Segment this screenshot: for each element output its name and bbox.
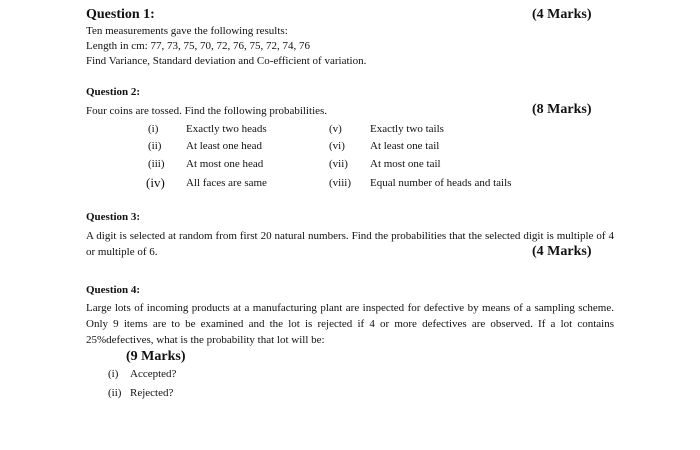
- q2-item-num: (iii): [148, 158, 165, 170]
- question-1-line-1: Ten measurements gave the following results:: [86, 25, 288, 37]
- q4-part-num: (ii): [108, 387, 122, 399]
- question-3-marks: (4 Marks): [532, 244, 592, 259]
- q2-item-num: (v): [329, 123, 342, 135]
- question-1-line-2: Length in cm: 77, 73, 75, 70, 72, 76, 75, 72, 74, 76: [86, 40, 310, 52]
- question-4-text: Large lots of incoming products at a manufacturing plant are inspected for defective by means of a sampling scheme. Only 9 items are to be examined and the lot is rejected if 4 or more defectives are observed. If a lot contains 25%defectives, what is the probability that lot will be:: [86, 302, 614, 346]
- question-2-marks: (8 Marks): [532, 102, 592, 117]
- question-2-intro: Four coins are tossed. Find the following probabilities.: [86, 105, 328, 117]
- q4-part-text: Accepted?: [130, 368, 177, 380]
- question-2-title: Question 2:: [86, 86, 141, 98]
- q2-item-text: At most one head: [186, 158, 264, 170]
- question-3-title: Question 3:: [86, 211, 141, 223]
- q2-item-text: All faces are same: [186, 177, 267, 189]
- question-4-marks: (9 Marks): [126, 349, 186, 364]
- question-4-title: Question 4:: [86, 284, 141, 296]
- question-3-text: A digit is selected at random from first 20 natural numbers. Find the probabilities that the selected digit is multiple of 4 or multiple of 6.: [86, 230, 614, 258]
- q4-part-num: (i): [108, 368, 119, 380]
- question-1-line-3: Find Variance, Standard deviation and Co-efficient of variation.: [86, 55, 367, 67]
- q2-item-num: (viii): [329, 177, 351, 189]
- q2-item-text: Exactly two tails: [370, 123, 444, 135]
- question-1-title: Question 1:: [86, 7, 155, 22]
- q2-item-num: (ii): [148, 140, 162, 152]
- q2-item-text: At least one tail: [370, 140, 440, 152]
- q2-item-num: (vii): [329, 158, 348, 170]
- q2-item-num: (i): [148, 123, 159, 135]
- q2-item-text: At least one head: [186, 140, 263, 152]
- q4-part-text: Rejected?: [130, 387, 174, 399]
- q2-item-num: (iv): [146, 175, 165, 190]
- q2-item-text: At most one tail: [370, 158, 441, 170]
- q2-item-num: (vi): [329, 140, 345, 152]
- question-1-marks: (4 Marks): [532, 7, 592, 22]
- q2-item-text: Equal number of heads and tails: [370, 177, 512, 189]
- q2-item-text: Exactly two heads: [186, 123, 267, 135]
